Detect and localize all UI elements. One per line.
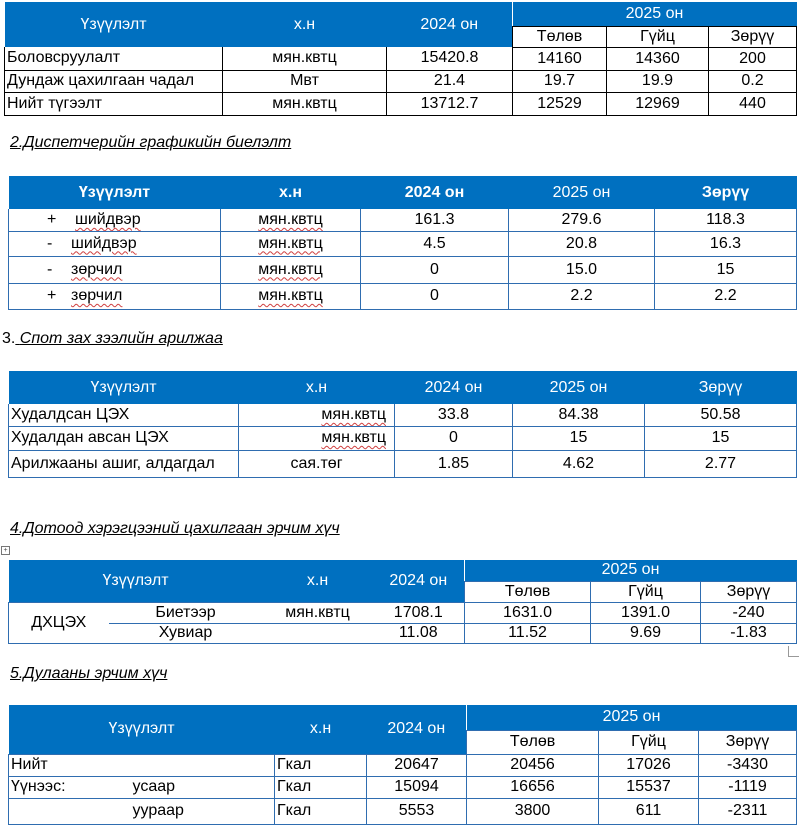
header-actual: Гүйц [607, 26, 709, 47]
header-2025: 2025 он [509, 176, 655, 209]
header-plan: Төлөв [513, 26, 607, 47]
header-unit: х.н [275, 705, 367, 754]
section-title-internal-use: 4.Дотоод хэрэгцээний цахилгаан эрчим хүч [10, 520, 340, 537]
header-2024: 2024 он [373, 560, 465, 602]
header-indicator: Үзүүлэлт [9, 371, 239, 404]
table-row: + зөрчил мян.квтц 0 2.2 2.2 [9, 283, 797, 309]
header-2024: 2024 он [395, 371, 513, 404]
table-row: Нийт Гкал 20647 20456 17026 -3430 [9, 754, 797, 776]
header-plan: Төлөв [465, 581, 591, 602]
section-title-spot: 3. Спот зах зээлийн арилжаа [2, 330, 223, 347]
table-row: Хувиар 11.08 11.52 9.69 -1.83 [9, 623, 797, 643]
header-unit: х.н [263, 560, 373, 602]
header-diff: Зөрүү [655, 176, 797, 209]
header-2024: 2024 он [387, 2, 513, 47]
table-row: Худалдан авсан ЦЭХ мян.квтц 0 15 15 [9, 426, 797, 450]
header-2024: 2024 он [361, 176, 509, 209]
table-row: ДХЦЭХ Биетээр мян.квтц 1708.1 1631.0 1391.0 -240 [9, 602, 797, 623]
header-indicator: Үзүүлэлт [5, 2, 223, 47]
header-2025: 2025 он [513, 2, 797, 26]
header-actual: Гүйц [591, 581, 701, 602]
header-indicator: Үзүүлэлт [9, 176, 221, 209]
production-table [4, 2, 797, 116]
header-plan: Төлөв [467, 730, 599, 754]
header-diff: Зөрүү [709, 26, 797, 47]
header-2025: 2025 он [465, 560, 797, 581]
header-2025: 2025 он [513, 371, 645, 404]
header-diff: Зөрүү [645, 371, 797, 404]
header-unit: х.н [223, 2, 387, 47]
header-unit: х.н [239, 371, 395, 404]
header-unit: х.н [221, 176, 361, 209]
section-title-dispatch: 2.Диспетчерийн графикийн биелэлт [10, 134, 292, 151]
group-label: ДХЦЭХ [9, 602, 109, 643]
header-2024: 2024 он [367, 705, 467, 754]
header-actual: Гүйц [599, 730, 699, 754]
table-row: + шийдвэр мян.квтц 161.3 279.6 118.3 [9, 209, 797, 231]
header-indicator: Үзүүлэлт [9, 705, 275, 754]
heat-energy-table [8, 705, 797, 825]
section-title-heat: 5.Дулааны эрчим хүч [10, 665, 168, 682]
table-move-handle-icon[interactable]: + [1, 546, 10, 555]
internal-use-table [8, 560, 797, 644]
table-row: Арилжааны ашиг, алдагдал сая.төг 1.85 4.62 2.77 [9, 450, 797, 477]
page-corner-mark [788, 646, 799, 657]
table-row: уураар Гкал 5553 3800 611 -2311 [9, 798, 797, 824]
table-row: Худалдсан ЦЭХ мян.квтц 33.8 84.38 50.58 [9, 404, 797, 426]
header-diff: Зөрүү [701, 581, 797, 602]
table-row: - зөрчил мян.квтц 0 15.0 15 [9, 256, 797, 283]
header-diff: Зөрүү [699, 730, 797, 754]
dispatch-table [8, 176, 797, 310]
table-row: Үүнээс: усаар Гкал 15094 16656 15537 -1119 [9, 776, 797, 798]
spot-market-table [8, 371, 797, 478]
table-row: Боловсруулалт мян.квтц 15420.8 14160 14360 200 [5, 47, 797, 70]
table-row: Нийт түгээлт мян.квтц 13712.7 12529 12969 440 [5, 92, 797, 115]
header-indicator: Үзүүлэлт [9, 560, 263, 602]
table-row: - шийдвэр мян.квтц 4.5 20.8 16.3 [9, 231, 797, 256]
table-row: Дундаж цахилгаан чадал Мвт 21.4 19.7 19.9 0.2 [5, 70, 797, 92]
header-2025: 2025 он [467, 705, 797, 730]
